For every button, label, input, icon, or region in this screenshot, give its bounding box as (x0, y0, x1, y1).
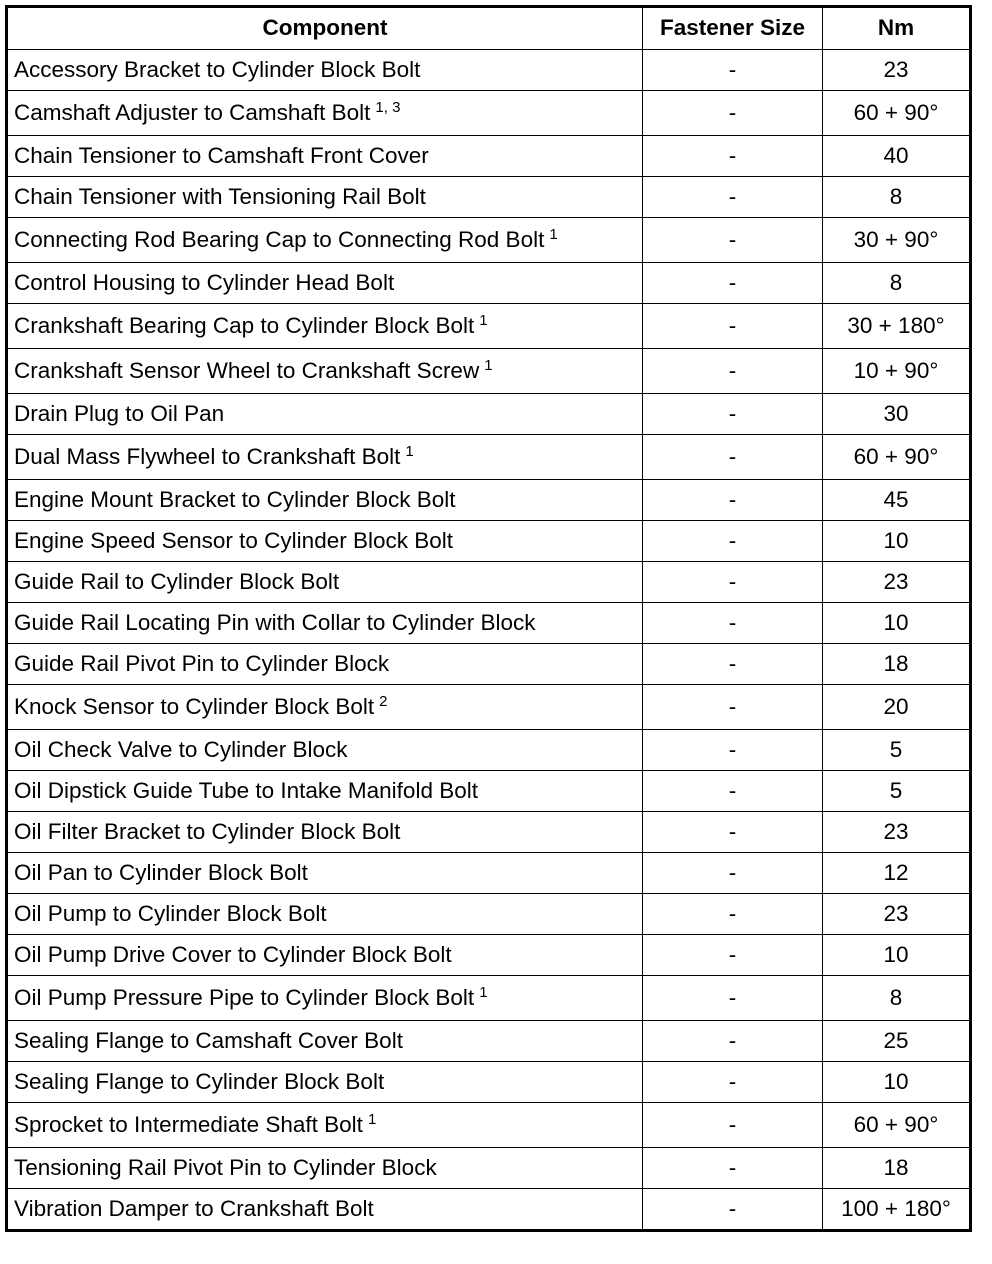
table-row (7, 976, 971, 1021)
header-component: Component (7, 7, 643, 50)
table-body (7, 50, 971, 1231)
fastener-size-cell: - (643, 603, 823, 644)
torque-nm-cell: 23 (823, 562, 971, 603)
table-row (7, 263, 971, 304)
torque-nm-cell: 10 (823, 935, 971, 976)
torque-spec-table (5, 5, 972, 1232)
component-cell (7, 976, 643, 1021)
component-cell (7, 812, 643, 853)
header-row (7, 7, 971, 50)
component-name: Oil Pan to Cylinder Block Bolt (14, 859, 308, 885)
table-row (7, 304, 971, 349)
component-name: Guide Rail Locating Pin with Collar to Cylinder Block (14, 609, 536, 635)
component-name: Oil Filter Bracket to Cylinder Block Bolt (14, 818, 401, 844)
component-name: Chain Tensioner to Camshaft Front Cover (14, 142, 429, 168)
torque-nm-cell: 60 + 90° (823, 91, 971, 136)
component-name: Crankshaft Bearing Cap to Cylinder Block Bolt (14, 312, 475, 338)
fastener-size-cell: - (643, 50, 823, 91)
component-cell (7, 1021, 643, 1062)
table-row (7, 521, 971, 562)
fastener-size-cell: - (643, 853, 823, 894)
component-name: Crankshaft Sensor Wheel to Crankshaft Screw (14, 357, 480, 383)
table-row (7, 812, 971, 853)
component-cell (7, 136, 643, 177)
component-cell (7, 218, 643, 263)
component-name: Sealing Flange to Camshaft Cover Bolt (14, 1027, 403, 1053)
component-cell (7, 480, 643, 521)
footnote-ref: 1 (479, 983, 488, 1001)
component-name: Engine Mount Bracket to Cylinder Block Bolt (14, 486, 456, 512)
fastener-size-cell: - (643, 91, 823, 136)
fastener-size-cell: - (643, 521, 823, 562)
table-row (7, 853, 971, 894)
fastener-size-cell: - (643, 177, 823, 218)
component-cell (7, 685, 643, 730)
torque-nm-cell: 23 (823, 812, 971, 853)
fastener-size-cell: - (643, 349, 823, 394)
component-name: Chain Tensioner with Tensioning Rail Bolt (14, 183, 426, 209)
component-cell (7, 521, 643, 562)
torque-nm-cell: 5 (823, 730, 971, 771)
component-cell (7, 562, 643, 603)
component-name: Drain Plug to Oil Pan (14, 400, 225, 426)
table-row (7, 91, 971, 136)
component-cell (7, 1062, 643, 1103)
torque-nm-cell: 10 (823, 521, 971, 562)
table-row (7, 771, 971, 812)
table-row (7, 894, 971, 935)
torque-nm-cell: 8 (823, 177, 971, 218)
table-row (7, 1189, 971, 1231)
fastener-size-cell: - (643, 1021, 823, 1062)
footnote-ref: 1, 3 (375, 98, 401, 116)
torque-nm-cell: 10 (823, 603, 971, 644)
table-row (7, 644, 971, 685)
component-name: Vibration Damper to Crankshaft Bolt (14, 1195, 374, 1221)
table-row (7, 218, 971, 263)
footnote-ref: 1 (367, 1110, 377, 1128)
fastener-size-cell: - (643, 435, 823, 480)
fastener-size-cell: - (643, 976, 823, 1021)
component-cell (7, 644, 643, 685)
torque-nm-cell: 8 (823, 263, 971, 304)
component-cell (7, 935, 643, 976)
component-cell (7, 771, 643, 812)
table-row (7, 730, 971, 771)
fastener-size-cell: - (643, 730, 823, 771)
torque-nm-cell: 23 (823, 894, 971, 935)
table-row (7, 935, 971, 976)
torque-nm-cell: 30 (823, 394, 971, 435)
component-cell (7, 603, 643, 644)
torque-nm-cell: 30 + 180° (823, 304, 971, 349)
component-name: Sprocket to Intermediate Shaft Bolt (14, 1111, 363, 1137)
torque-nm-cell: 23 (823, 50, 971, 91)
fastener-size-cell: - (643, 685, 823, 730)
torque-nm-cell: 5 (823, 771, 971, 812)
table-row (7, 1021, 971, 1062)
table-row (7, 480, 971, 521)
torque-nm-cell: 45 (823, 480, 971, 521)
fastener-size-cell: - (643, 1148, 823, 1189)
component-cell (7, 1189, 643, 1231)
component-name: Guide Rail Pivot Pin to Cylinder Block (14, 650, 390, 676)
table-row (7, 603, 971, 644)
table-row (7, 394, 971, 435)
fastener-size-cell: - (643, 304, 823, 349)
component-name: Oil Pump Drive Cover to Cylinder Block Bolt (14, 941, 452, 967)
component-cell (7, 394, 643, 435)
component-name: Sealing Flange to Cylinder Block Bolt (14, 1068, 385, 1094)
header-fastener-size: Fastener Size (643, 7, 823, 50)
fastener-size-cell: - (643, 771, 823, 812)
component-name: Camshaft Adjuster to Camshaft Bolt (14, 99, 371, 125)
fastener-size-cell: - (643, 1062, 823, 1103)
component-cell (7, 91, 643, 136)
component-cell (7, 1148, 643, 1189)
component-name: Oil Dipstick Guide Tube to Intake Manifold Bolt (14, 777, 478, 803)
component-cell (7, 177, 643, 218)
component-name: Guide Rail to Cylinder Block Bolt (14, 568, 340, 594)
fastener-size-cell: - (643, 894, 823, 935)
component-name: Accessory Bracket to Cylinder Block Bolt (14, 56, 421, 82)
fastener-size-cell: - (643, 263, 823, 304)
component-cell (7, 730, 643, 771)
component-name: Oil Check Valve to Cylinder Block (14, 736, 348, 762)
table-row (7, 1103, 971, 1148)
footnote-ref: 2 (379, 692, 388, 710)
component-cell (7, 1103, 643, 1148)
footnote-ref: 1 (479, 311, 488, 329)
component-cell (7, 435, 643, 480)
component-cell (7, 304, 643, 349)
fastener-size-cell: - (643, 935, 823, 976)
table-row (7, 177, 971, 218)
component-name: Dual Mass Flywheel to Crankshaft Bolt (14, 443, 401, 469)
torque-nm-cell: 20 (823, 685, 971, 730)
component-name: Connecting Rod Bearing Cap to Connecting Rod Bolt (14, 226, 545, 252)
component-cell (7, 894, 643, 935)
component-name: Knock Sensor to Cylinder Block Bolt (14, 693, 375, 719)
torque-nm-cell: 60 + 90° (823, 1103, 971, 1148)
torque-nm-cell: 12 (823, 853, 971, 894)
fastener-size-cell: - (643, 562, 823, 603)
table-row (7, 1148, 971, 1189)
torque-nm-cell: 18 (823, 644, 971, 685)
fastener-size-cell: - (643, 394, 823, 435)
fastener-size-cell: - (643, 1189, 823, 1231)
fastener-size-cell: - (643, 812, 823, 853)
table-row (7, 562, 971, 603)
fastener-size-cell: - (643, 1103, 823, 1148)
torque-nm-cell: 40 (823, 136, 971, 177)
table-row (7, 685, 971, 730)
component-cell (7, 50, 643, 91)
torque-nm-cell: 100 + 180° (823, 1189, 971, 1231)
component-name: Engine Speed Sensor to Cylinder Block Bolt (14, 527, 454, 553)
table-row (7, 1062, 971, 1103)
footnote-ref: 1 (484, 356, 493, 374)
component-name: Oil Pump Pressure Pipe to Cylinder Block Bolt (14, 984, 475, 1010)
component-name: Control Housing to Cylinder Head Bolt (14, 269, 395, 295)
fastener-size-cell: - (643, 480, 823, 521)
fastener-size-cell: - (643, 136, 823, 177)
component-cell (7, 349, 643, 394)
torque-nm-cell: 18 (823, 1148, 971, 1189)
torque-nm-cell: 10 + 90° (823, 349, 971, 394)
header-nm: Nm (823, 7, 971, 50)
footnote-ref: 1 (405, 442, 414, 460)
torque-nm-cell: 8 (823, 976, 971, 1021)
table-row (7, 349, 971, 394)
table-row (7, 435, 971, 480)
torque-nm-cell: 25 (823, 1021, 971, 1062)
component-cell (7, 853, 643, 894)
fastener-size-cell: - (643, 644, 823, 685)
fastener-size-cell: - (643, 218, 823, 263)
table-row (7, 136, 971, 177)
footnote-ref: 1 (549, 225, 558, 243)
table-row (7, 50, 971, 91)
torque-nm-cell: 10 (823, 1062, 971, 1103)
component-cell (7, 263, 643, 304)
torque-nm-cell: 60 + 90° (823, 435, 971, 480)
torque-nm-cell: 30 + 90° (823, 218, 971, 263)
component-name: Oil Pump to Cylinder Block Bolt (14, 900, 327, 926)
component-name: Tensioning Rail Pivot Pin to Cylinder Block (14, 1154, 437, 1180)
